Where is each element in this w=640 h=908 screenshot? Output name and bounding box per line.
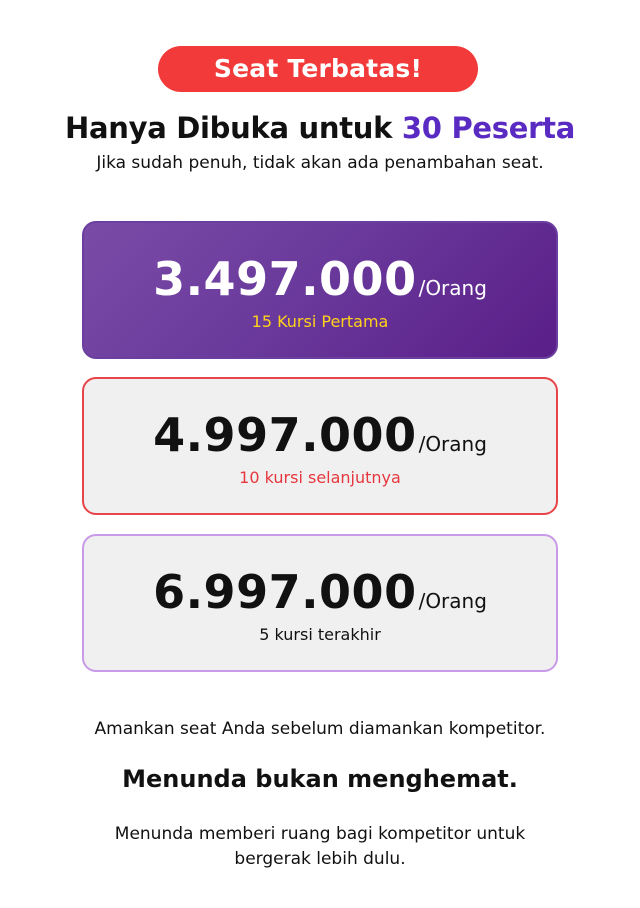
headline-prefix: Hanya Dibuka untuk (65, 111, 402, 145)
page-headline (0, 108, 640, 148)
price-card-first (82, 221, 558, 359)
seat-tier-note: 15 Kursi Pertama (251, 312, 389, 331)
price-value: 3.497.000 (153, 252, 417, 306)
limited-seat-badge: Seat Terbatas! (158, 46, 478, 92)
headline-highlight: 30 Peserta (401, 111, 575, 145)
delay-description-line: Menunda memberi ruang bagi kompetitor untuk (114, 824, 526, 844)
price-value: 6.997.000 (153, 565, 417, 619)
price-unit: /Orang (418, 276, 487, 300)
price-row (84, 251, 556, 316)
seat-tier-note: 10 kursi selanjutnya (239, 468, 401, 487)
page-subheadline: Jika sudah penuh, tidak akan ada penambahan seat. (96, 153, 544, 173)
delay-description-line: bergerak lebih dulu. (234, 849, 406, 869)
price-card-last (82, 534, 558, 672)
seat-tier-note: 5 kursi terakhir (259, 625, 381, 644)
secure-seat-text: Amankan seat Anda sebelum diamankan kompetitor. (94, 719, 546, 739)
delay-description (60, 822, 580, 872)
price-row (84, 564, 556, 629)
price-unit: /Orang (418, 432, 487, 456)
price-unit: /Orang (418, 589, 487, 613)
price-card-next (82, 377, 558, 515)
price-value: 4.997.000 (153, 408, 417, 462)
delay-title: Menunda bukan menghemat. (122, 765, 518, 793)
price-row (84, 407, 556, 472)
